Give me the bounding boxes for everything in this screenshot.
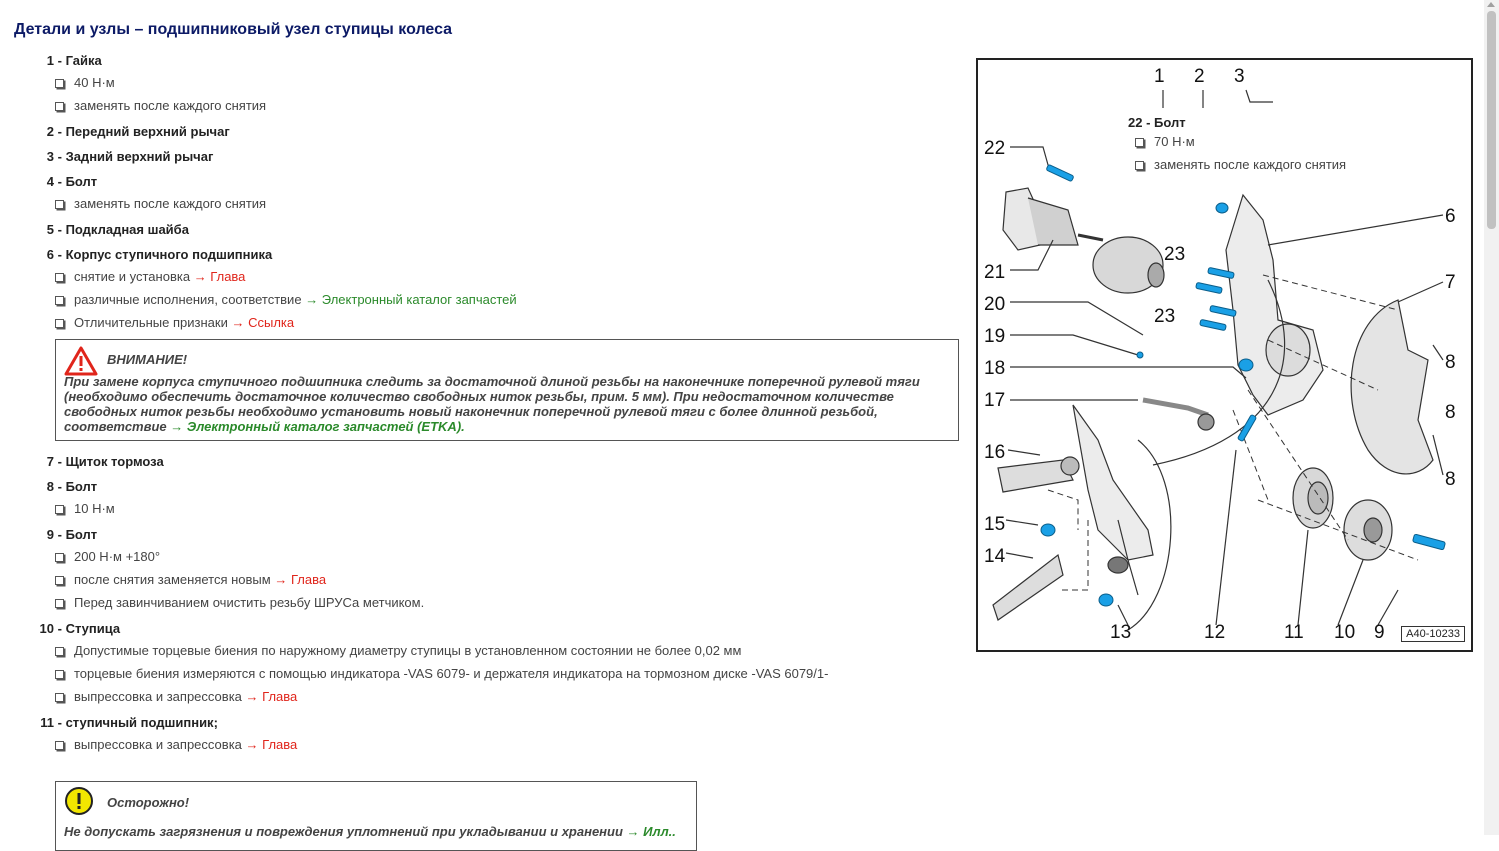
part-detail — [28, 497, 968, 520]
caution-label: Осторожно! — [107, 795, 190, 810]
detail-text: Перед завинчиванием очистить резьбу ШРУСа метчиком. — [74, 595, 425, 610]
parts-list-bottom — [28, 452, 968, 756]
bullet-checkbox-icon — [55, 647, 64, 656]
callout-number[interactable]: 8 — [1445, 402, 1456, 423]
part-name: ступичный подшипник; — [65, 715, 218, 730]
warning-box — [55, 339, 959, 441]
part-heading: 3 - Задний верхний рычаг — [28, 147, 968, 167]
part-name: Подкладная шайба — [65, 222, 189, 237]
callout-number[interactable]: 12 — [1204, 622, 1226, 643]
part-name: Задний верхний рычаг — [65, 149, 214, 164]
part-number: 11 — [40, 715, 54, 730]
callout-number[interactable]: 19 — [984, 326, 1006, 347]
callout-number[interactable]: 16 — [984, 442, 1006, 463]
part-heading: 7 - Щиток тормоза — [28, 452, 968, 472]
callout-number[interactable]: 20 — [984, 294, 1006, 315]
part-detail — [28, 311, 968, 334]
part-item — [28, 477, 968, 520]
bullet-checkbox-icon — [55, 693, 64, 702]
exploded-view-figure — [976, 58, 1473, 652]
callout-number[interactable]: 13 — [1110, 622, 1132, 643]
detail-text: Отличительные признаки — [74, 315, 228, 330]
part-item — [28, 122, 968, 142]
callout-number[interactable]: 1 — [1154, 66, 1165, 87]
callout-number[interactable]: 17 — [984, 390, 1006, 411]
detail-link[interactable]: → Глава — [274, 572, 327, 587]
part-item — [28, 147, 968, 167]
part-number: 5 — [46, 222, 54, 237]
part-detail — [28, 639, 968, 662]
callout-number[interactable]: 11 — [1284, 622, 1304, 643]
part-name: Болт — [65, 479, 98, 494]
part-number: 4 — [46, 174, 54, 189]
caution-text: Не допускать загрязнения и повреждения уплотнений при укладывании и хранении — [64, 824, 623, 839]
figure-id: A40-10233 — [1401, 626, 1465, 642]
part-detail — [28, 591, 968, 614]
detail-text: заменять после каждого снятия — [74, 98, 267, 113]
part-name: Корпус ступичного подшипника — [65, 247, 273, 262]
bullet-checkbox-icon — [55, 273, 64, 282]
parts-list — [28, 51, 968, 761]
bullet-checkbox-icon — [55, 102, 64, 111]
detail-link[interactable]: → Ссылка — [231, 315, 295, 330]
detail-link[interactable]: → Глава — [193, 269, 246, 284]
tooltip-heading: 22 - Болт — [1128, 115, 1186, 130]
part-detail — [28, 662, 968, 685]
part-number: 2 — [46, 124, 54, 139]
part-item — [28, 525, 968, 614]
part-heading: 8 - Болт — [28, 477, 968, 497]
part-item — [28, 619, 968, 708]
caution-exclamation-icon — [64, 786, 94, 816]
part-detail — [28, 545, 968, 568]
part-heading: 9 - Болт — [28, 525, 968, 545]
part-item — [28, 452, 968, 472]
callout-number[interactable]: 9 — [1374, 622, 1385, 643]
bullet-checkbox-icon — [55, 319, 64, 328]
bullet-checkbox-icon — [55, 79, 64, 88]
callout-number[interactable]: 2 — [1194, 66, 1205, 87]
detail-text: после снятия заменяется новым — [74, 572, 271, 587]
callout-tooltip — [1128, 115, 1346, 176]
callout-number[interactable]: 6 — [1445, 206, 1456, 227]
part-detail — [28, 71, 968, 94]
bullet-checkbox-icon — [55, 553, 64, 562]
detail-text: 40 Н·м — [74, 75, 115, 90]
callout-number[interactable]: 14 — [984, 546, 1006, 567]
part-detail — [28, 192, 968, 215]
warning-link[interactable]: → Электронный каталог запчастей (ETKA). — [170, 419, 465, 434]
part-name: Передний верхний рычаг — [65, 124, 230, 139]
warning-triangle-icon — [64, 346, 98, 376]
part-name: Болт — [65, 527, 98, 542]
scrollbar[interactable] — [1484, 0, 1499, 835]
part-number: 8 — [46, 479, 54, 494]
warning-text: При замене корпуса ступичного подшипника следить за достаточной длиной резьбы на наконечнике поперечной рулевой тяги (необходимо обеспечить достаточное количество свободных ниток резьбы, прим. 5 мм). При недостаточном количестве свободных ниток резьбы необходимо установить новый наконечник поперечной рулевой тяги с более длинной резьбой, соответствие — [64, 374, 920, 434]
part-name: Болт — [65, 174, 98, 189]
callout-number[interactable]: 8 — [1445, 469, 1456, 490]
part-item — [28, 713, 968, 756]
part-number: 7 — [46, 454, 54, 469]
detail-link[interactable]: → Глава — [245, 737, 298, 752]
part-name: Гайка — [65, 53, 102, 68]
callout-number[interactable]: 10 — [1334, 622, 1356, 643]
part-name: Ступица — [65, 621, 121, 636]
detail-text: выпрессовка и запрессовка — [74, 737, 242, 752]
detail-text: снятие и установка — [74, 269, 191, 284]
bullet-checkbox-icon — [55, 296, 64, 305]
part-heading: 6 - Корпус ступичного подшипника — [28, 245, 968, 265]
bullet-checkbox-icon — [55, 200, 64, 209]
detail-text: различные исполнения, соответствие — [74, 292, 302, 307]
bullet-checkbox-icon — [55, 576, 64, 585]
callout-number[interactable]: 8 — [1445, 352, 1456, 373]
callout-number[interactable]: 3 — [1234, 66, 1245, 87]
callout-number[interactable]: 18 — [984, 358, 1006, 379]
detail-link[interactable]: → Глава — [245, 689, 298, 704]
parts-list-top — [28, 51, 968, 334]
part-detail — [28, 685, 968, 708]
callout-number[interactable]: 22 — [984, 138, 1006, 159]
part-heading: 2 - Передний верхний рычаг — [28, 122, 968, 142]
part-heading: 11 - ступичный подшипник; — [28, 713, 968, 733]
part-name: Щиток тормоза — [65, 454, 164, 469]
part-number: 9 — [46, 527, 54, 542]
part-number: 1 — [46, 53, 54, 68]
caution-box — [55, 781, 697, 851]
callout-number[interactable]: 23 — [1154, 306, 1176, 327]
bullet-checkbox-icon — [55, 670, 64, 679]
bullet-checkbox-icon — [55, 599, 64, 608]
detail-text: 10 Н·м — [74, 501, 115, 516]
callout-number[interactable]: 15 — [984, 514, 1006, 535]
part-heading: 1 - Гайка — [28, 51, 968, 71]
tooltip-item: заменять после каждого снятия — [1128, 153, 1346, 176]
warning-label: ВНИМАНИЕ! — [107, 352, 188, 367]
part-heading: 4 - Болт — [28, 172, 968, 192]
part-heading: 5 - Подкладная шайба — [28, 220, 968, 240]
part-heading: 10 - Ступица — [28, 619, 968, 639]
part-item — [28, 172, 968, 215]
detail-text: Допустимые торцевые биения по наружному диаметру ступицы в установленном состоянии не более 0,02 мм — [74, 643, 742, 658]
bullet-checkbox-icon — [55, 505, 64, 514]
part-detail — [28, 568, 968, 591]
part-item — [28, 245, 968, 334]
part-number: 10 — [39, 621, 54, 636]
detail-text: торцевые биения измеряются с помощью индикатора -VAS 6079- и держателя индикатора на тормозном диске -VAS 6079/1- — [74, 666, 829, 681]
bullet-checkbox-icon — [55, 741, 64, 750]
scroll-up-arrow-icon[interactable] — [1487, 2, 1495, 7]
callout-number[interactable]: 21 — [984, 262, 1006, 283]
scroll-thumb[interactable] — [1487, 11, 1496, 229]
callout-number[interactable]: 7 — [1445, 272, 1456, 293]
tooltip-item: 70 Н·м — [1128, 130, 1346, 153]
callout-number[interactable]: 23 — [1164, 244, 1186, 265]
part-item — [28, 51, 968, 117]
caution-link[interactable]: → Илл.. — [626, 824, 676, 839]
part-detail — [28, 265, 968, 288]
detail-text: выпрессовка и запрессовка — [74, 689, 242, 704]
detail-link[interactable]: → Электронный каталог запчастей — [305, 292, 517, 307]
part-detail — [28, 733, 968, 756]
part-detail — [28, 94, 968, 117]
detail-text: 200 Н·м +180° — [74, 549, 161, 564]
page-title: Детали и узлы – подшипниковый узел ступицы колеса — [14, 21, 453, 38]
part-detail — [28, 288, 968, 311]
part-number: 3 — [46, 149, 54, 164]
part-number: 6 — [46, 247, 54, 262]
part-item — [28, 220, 968, 240]
detail-text: заменять после каждого снятия — [74, 196, 267, 211]
